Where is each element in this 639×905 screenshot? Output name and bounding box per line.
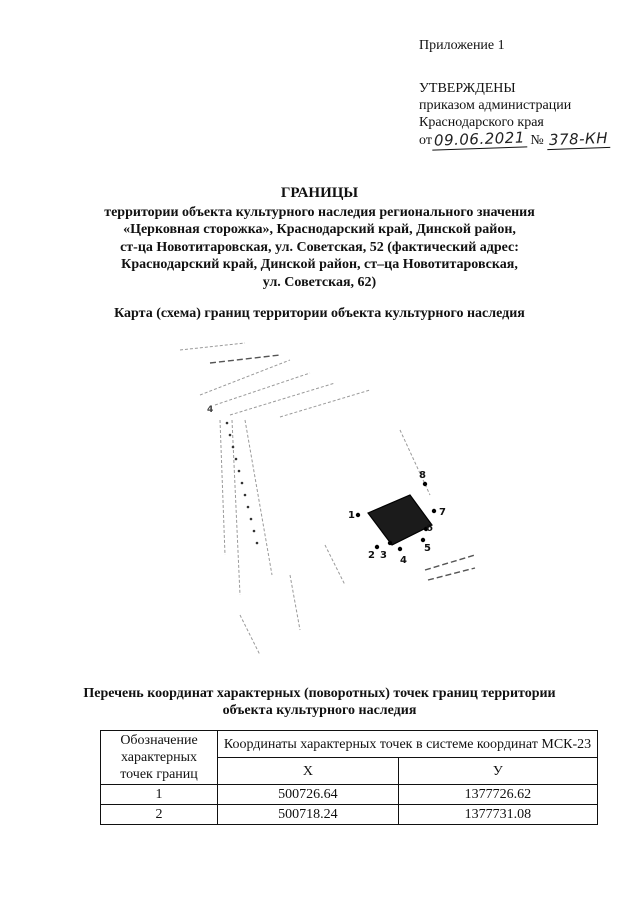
point-label: 2 (368, 550, 375, 561)
approval-block (419, 80, 610, 149)
title-line2: «Церковная сторожка», Краснодарский край, Динской район, (123, 222, 516, 237)
table-row (101, 805, 598, 825)
approved-by-line2: Краснодарского края (419, 115, 544, 130)
cell-x: 500726.64 (218, 785, 399, 805)
order-date-number (419, 128, 610, 150)
cell-point: 2 (101, 805, 218, 825)
number-prefix: № (530, 133, 544, 148)
cell-point: 1 (101, 785, 218, 805)
coordinates-title-line2: объекта культурного наследия (222, 703, 417, 718)
col-y-header: У (398, 758, 597, 785)
approved-by-line1: приказом администрации (419, 98, 572, 113)
point-label: 4 (400, 555, 407, 566)
title-line4: Краснодарский край, Динской район, ст–ца Новотитаровская, (121, 257, 518, 272)
building-footprint (368, 495, 432, 545)
point-label: 1 (348, 510, 355, 521)
map-caption: Карта (схема) границ территории объекта культурного наследия (114, 306, 525, 321)
point-label: 8 (419, 470, 426, 481)
appendix-label: Приложение 1 (419, 38, 505, 53)
handwritten-number: 378-КН (547, 130, 611, 150)
point-label: 3 (380, 550, 387, 561)
point-label: 6 (426, 523, 433, 534)
coordinates-title-line1: Перечень координат характерных (поворотных) точек границ территории (83, 686, 556, 701)
boundary-map (170, 335, 480, 665)
document-title (0, 185, 639, 291)
table-row (101, 785, 598, 805)
point-label: 5 (424, 543, 431, 554)
faint-map-lines (180, 343, 430, 655)
title-line3: ст-ца Новотитаровская, ул. Советская, 52 (фактический адрес: (120, 239, 519, 255)
title-line1: территории объекта культурного наследия регионального значения (104, 204, 535, 220)
title-line5: ул. Советская, 62) (262, 274, 377, 290)
cell-y: 1377731.08 (398, 805, 597, 825)
approved-title: УТВЕРЖДЕНЫ (419, 81, 516, 96)
dotted-street-line (226, 422, 259, 545)
coordinates-title (0, 685, 639, 719)
point-labels (207, 405, 446, 566)
date-prefix: от (419, 133, 432, 148)
point-label: 7 (439, 507, 446, 518)
col-x-header: Х (218, 758, 399, 785)
coordinates-table (100, 730, 598, 825)
cell-y: 1377726.62 (398, 785, 597, 805)
handwritten-date: 09.06.2021 (432, 129, 527, 150)
title-main: ГРАНИЦЫ (280, 185, 359, 201)
col-coords-header: Координаты характерных точек в системе координат МСК-23 (218, 731, 598, 758)
table-header-row (101, 731, 598, 758)
col-point-header: Обозначение характерных точек границ (101, 731, 218, 785)
cell-x: 500718.24 (218, 805, 399, 825)
map-label: 4 (207, 405, 214, 415)
dashed-road (210, 355, 475, 580)
